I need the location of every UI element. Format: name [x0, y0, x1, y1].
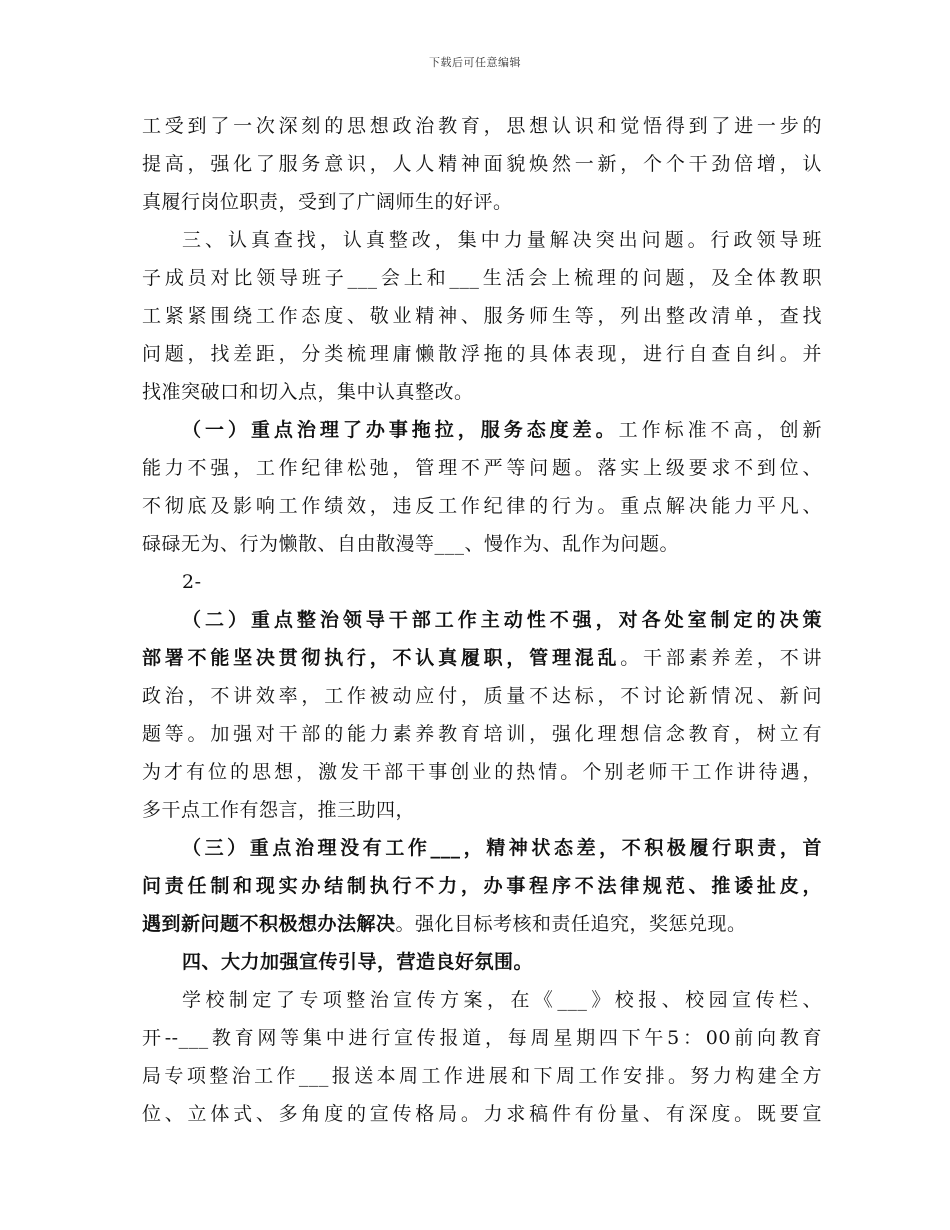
- paragraph-line: [142, 1095, 822, 1133]
- text-run: 学校制定了专项整治宣传方案，在《___》校报、校园宣传栏、: [182, 989, 822, 1011]
- bold-text-run: 部署不能坚决贯彻执行，不认真履职，管理混乱: [142, 647, 621, 669]
- paragraph-line: [142, 487, 822, 525]
- text-run: 2-: [182, 571, 202, 593]
- text-run: 题等。加强对干部的能力素养教育培训，强化理想信念教育，树立有: [142, 723, 822, 745]
- text-run: 位、立体式、多角度的宣传格局。力求稿件有份量、有深度。既要宣: [142, 1103, 822, 1125]
- text-run: 子成员对比领导班子___会上和___生活会上梳理的问题，及全体教职: [142, 267, 822, 289]
- text-run: 。干部素养差，不讲: [620, 647, 822, 669]
- paragraph-line: [142, 525, 822, 563]
- paragraph-line: [142, 867, 822, 905]
- paragraph-line: [142, 753, 822, 791]
- text-run: 开--___教育网等集中进行宣传报道，每周星期四下午5：00前向教育: [142, 1027, 822, 1049]
- subsection-line: [142, 829, 822, 867]
- paragraph-line: [142, 183, 822, 221]
- text-run: 多干点工作有怨言，推三助四，: [142, 799, 416, 821]
- subsection-line: [142, 411, 822, 449]
- paragraph-line: [142, 297, 822, 335]
- text-run: 找准突破口和切入点，集中认真整改。: [142, 381, 474, 403]
- text-run: 碌碌无为、行为懒散、自由散漫等___、慢作为、乱作为问题。: [142, 533, 680, 555]
- bold-text-run: 遇到新问题不积极想办法解决: [142, 913, 396, 935]
- paragraph-line: [142, 145, 822, 183]
- text-run: 工紧紧围绕工作态度、敬业精神、服务师生等，列出整改清单，查找: [142, 305, 822, 327]
- text-run: 局专项整治工作___报送本周工作进展和下周工作安排。努力构建全方: [142, 1065, 822, 1087]
- text-run: 为才有位的思想，激发干部干事创业的热情。个别老师干工作讲待遇，: [142, 761, 822, 783]
- paragraph-line: [142, 373, 822, 411]
- bold-text-run: 问责任制和现实办结制执行不力，办事程序不法律规范、推诿扯皮，: [142, 875, 822, 897]
- paragraph-line: [142, 449, 822, 487]
- paragraph-line: [142, 791, 822, 829]
- paragraph-line: [142, 259, 822, 297]
- bold-text-run: （一）重点治理了办事拖拉，服务态度差。: [182, 419, 619, 441]
- header-note: 下载后可任意编辑: [429, 56, 521, 69]
- text-run: 政治，不讲效率，工作被动应付，质量不达标，不讨论新情况、新问: [142, 685, 822, 707]
- paragraph-line: [142, 1019, 822, 1057]
- subsection-line: [142, 601, 822, 639]
- text-run: 工作标准不高，创新: [618, 419, 822, 441]
- text-run: 工受到了一次深刻的思想政治教育，思想认识和觉悟得到了进一步的: [142, 115, 822, 137]
- document-body: [142, 107, 822, 1133]
- paragraph-line: [142, 335, 822, 373]
- text-run: 问题，找差距，分类梳理庸懒散浮拖的具体表现，进行自查自纠。并: [142, 343, 822, 365]
- text-run: 提高，强化了服务意识，人人精神面貌焕然一新，个个干劲倍增，认: [142, 153, 822, 175]
- paragraph-line: [142, 715, 822, 753]
- paragraph-line: [142, 1057, 822, 1095]
- bold-text-run: 四、大力加强宣传引导，营造良好氛围。: [182, 951, 534, 973]
- paragraph-line: [142, 905, 822, 943]
- section-heading-line: [142, 221, 822, 259]
- paragraph-line: [142, 107, 822, 145]
- text-run: 不彻底及影响工作绩效，违反工作纪律的行为。重点解决能力平凡、: [142, 495, 822, 517]
- section-heading-line: [142, 943, 822, 981]
- bold-text-run: （二）重点整治领导干部工作主动性不强，对各处室制定的决策: [182, 609, 822, 631]
- text-run: 真履行岗位职责，受到了广阔师生的好评。: [142, 191, 513, 213]
- paragraph-line: [142, 981, 822, 1019]
- text-run: 能力不强，工作纪律松弛，管理不严等问题。落实上级要求不到位、: [142, 457, 822, 479]
- bold-text-run: （三）重点治理没有工作___，精神状态差，不积极履行职责，首: [182, 837, 822, 859]
- paragraph-line: [142, 677, 822, 715]
- paragraph-line: [142, 639, 822, 677]
- text-run: 。强化目标考核和责任追究，奖惩兑现。: [395, 913, 747, 935]
- page-number: [142, 563, 822, 601]
- text-run: 三、认真查找，认真整改，集中力量解决突出问题。行政领导班: [182, 229, 822, 251]
